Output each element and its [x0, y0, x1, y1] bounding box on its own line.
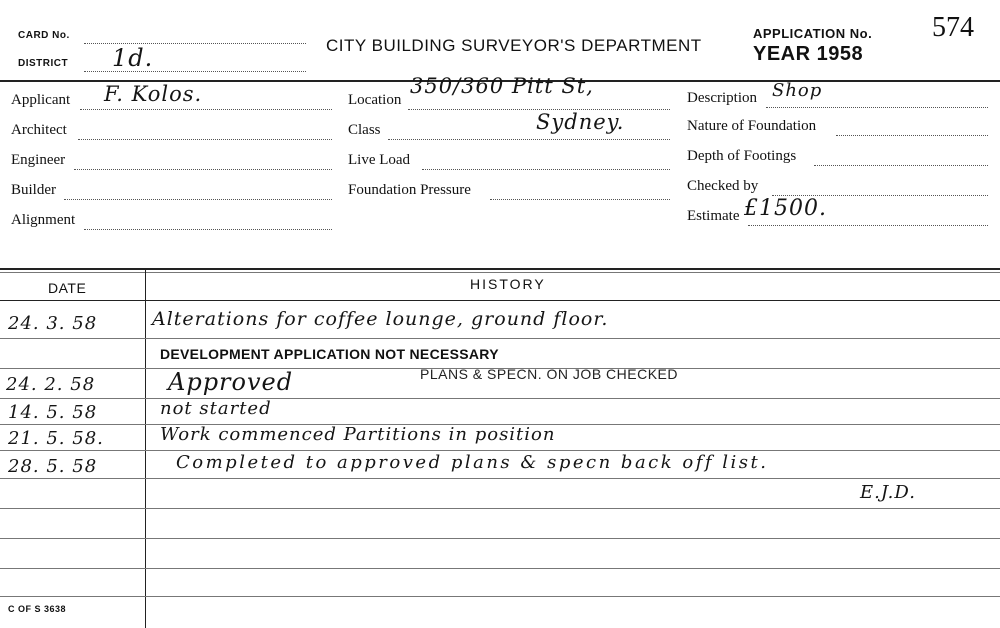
applicant-label: Applicant: [11, 92, 71, 108]
row-rule: [0, 338, 1000, 339]
applicant-dotted-line: [80, 108, 332, 110]
history-row-text: Alterations for coffee lounge, ground floor.: [152, 308, 609, 330]
location-value-line1: 350/360 Pitt St,: [410, 74, 594, 98]
history-row-text: Completed to approved plans & specn back off list.: [176, 452, 769, 473]
row-rule: [0, 538, 1000, 539]
history-header-rule: [0, 300, 1000, 301]
description-dotted-line: [766, 106, 988, 108]
location-label: Location: [348, 92, 402, 108]
history-row-date: 28. 5. 58: [8, 456, 98, 477]
history-row-date: 14. 5. 58: [8, 402, 98, 423]
estimate-label: Estimate: [687, 208, 740, 224]
architect-dotted-line: [78, 138, 332, 140]
live-load-label: Live Load: [348, 152, 411, 168]
history-row-text: Work commenced Partitions in position: [160, 424, 556, 445]
estimate-value: £1500.: [744, 196, 827, 221]
history-top-rule: [0, 268, 1000, 270]
district-label: DISTRICT: [18, 58, 69, 69]
applicant-value: F. Kolos.: [104, 82, 203, 106]
builder-label: Builder: [11, 182, 56, 198]
nature-of-foundation-label: Nature of Foundation: [687, 118, 817, 134]
builder-dotted-line: [64, 198, 332, 200]
plans-checked-stamp: PLANS & SPECN. ON JOB CHECKED: [420, 366, 679, 382]
department-title: CITY BUILDING SURVEYOR'S DEPARTMENT: [326, 36, 702, 55]
history-row-date: 24. 3. 58: [8, 313, 98, 334]
row-rule: [0, 478, 1000, 479]
description-value: Shop: [772, 80, 823, 101]
date-column-divider: [145, 270, 146, 628]
row-rule: [0, 568, 1000, 569]
application-no-value: 574: [932, 12, 974, 43]
history-row-date: 24. 2. 58: [6, 374, 96, 395]
history-column-header: HISTORY: [470, 276, 546, 292]
estimate-dotted-line: [748, 224, 988, 226]
history-top-rule-inner: [0, 272, 1000, 273]
row-rule: [0, 398, 1000, 399]
foundation-pressure-dotted-line: [490, 198, 670, 200]
history-row-text: Approved: [168, 368, 294, 396]
card-no-label: CARD No.: [18, 30, 70, 41]
history-row-text: not started: [160, 398, 272, 419]
class-label: Class: [348, 122, 381, 138]
row-rule: [0, 508, 1000, 509]
depth-of-footings-dotted-line: [814, 164, 988, 166]
engineer-label: Engineer: [11, 152, 66, 168]
description-label: Description: [687, 90, 757, 106]
initials-signature: E.J.D.: [860, 482, 916, 503]
row-rule: [0, 596, 1000, 597]
development-application-stamp: DEVELOPMENT APPLICATION NOT NECESSARY: [160, 346, 499, 362]
engineer-dotted-line: [74, 168, 332, 170]
location-value-line2: Sydney.: [536, 110, 625, 134]
district-value: 1d.: [112, 44, 154, 72]
alignment-dotted-line: [84, 228, 332, 230]
nature-of-foundation-dotted-line: [836, 134, 988, 136]
history-row-date: 21. 5. 58.: [8, 428, 104, 449]
depth-of-footings-label: Depth of Footings: [687, 148, 797, 164]
live-load-dotted-line: [422, 168, 670, 170]
form-code: C OF S 3638: [8, 604, 67, 614]
date-column-header: DATE: [48, 280, 87, 296]
foundation-pressure-label: Foundation Pressure: [348, 182, 471, 198]
year-label: YEAR 1958: [753, 43, 864, 65]
application-no-label: APPLICATION No.: [753, 26, 873, 41]
alignment-label: Alignment: [11, 212, 76, 228]
row-rule: [0, 450, 1000, 451]
architect-label: Architect: [11, 122, 67, 138]
class-dotted-line: [388, 138, 670, 140]
checked-by-label: Checked by: [687, 178, 759, 194]
